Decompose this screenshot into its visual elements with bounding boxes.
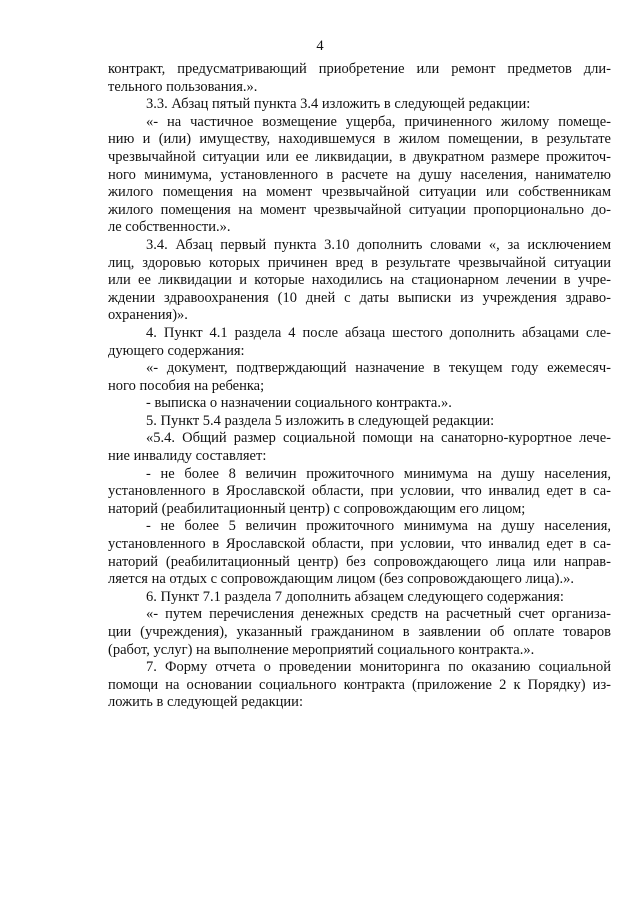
- text-line: 5. Пункт 5.4 раздела 5 изложить в следующей редакции:: [146, 412, 495, 429]
- paragraph-3-3-quote: [108, 114, 611, 237]
- text-line: - выписка о назначении социального контракта.».: [146, 395, 452, 412]
- paragraph-5: [108, 413, 611, 431]
- text-line: контракт, предусматривающий приобретение или ремонт предметов дли-: [108, 61, 611, 77]
- text-line: жилого помещения на момент чрезвычайной ситуации или собственникам: [108, 184, 611, 201]
- text-line: ции (учреждения), указанный гражданином в заявлении об оплате товаров: [108, 624, 611, 640]
- text-line: «- документ, подтверждающий назначение в текущем году ежемесяч-: [146, 360, 611, 377]
- text-line: тельного пользования.».: [108, 78, 258, 95]
- text-line: - не более 8 величин прожиточного минимума на душу населения,: [146, 465, 611, 482]
- paragraph-4-quote-1: [108, 360, 611, 395]
- text-line: лиц, здоровью которых причинен вред в результате чрезвычайной ситуации: [108, 254, 611, 271]
- text-line: 6. Пункт 7.1 раздела 7 дополнить абзацем следующего содержания:: [146, 588, 564, 605]
- paragraph-5-quote: [108, 430, 611, 465]
- text-line: или ее ликвидации и которые находились на стационарном лечении в учре-: [108, 272, 611, 289]
- text-line: наторий (реабилитационный центр) без сопровождающего лица или направ-: [108, 553, 611, 570]
- page-number: 4: [316, 38, 324, 54]
- text-line: дующего содержания:: [108, 342, 245, 359]
- paragraph-4: [108, 325, 611, 360]
- text-line: наторий (реабилитационный центр) с сопровождающим его лицом;: [108, 500, 526, 517]
- text-line: (работ, услуг) на выполнение мероприятий социального контракта.».: [108, 641, 535, 658]
- text-line: 7. Форму отчета о проведении мониторинга по оказанию социальной: [146, 659, 611, 676]
- paragraph-3-3: [108, 96, 611, 114]
- text-line: ного пособия на ребенка;: [108, 377, 265, 394]
- text-line: помощи на основании социального контракта (приложение 2 к Порядку) из-: [108, 676, 611, 693]
- text-line: 3.3. Абзац пятый пункта 3.4 изложить в следующей редакции:: [146, 96, 531, 113]
- text-line: ложить в следующей редакции:: [108, 694, 303, 711]
- text-line: охранения)».: [108, 307, 188, 324]
- paragraph-7: [108, 659, 611, 712]
- text-line: ние инвалиду составляет:: [108, 448, 267, 465]
- text-line: ждении здравоохранения (10 дней с даты выписки из учреждения здраво-: [108, 289, 611, 306]
- document-body: [108, 61, 611, 712]
- paragraph-4-quote-2: [108, 395, 611, 413]
- paragraph-5-item-1: [108, 466, 611, 519]
- paragraph-6-quote: [108, 606, 611, 659]
- text-line: чрезвычайной ситуации или ее ликвидации, в двукратном размере прожиточ-: [108, 148, 611, 165]
- text-line: нию и (или) имуществу, находившемуся в жилом помещении, в результате: [108, 131, 611, 148]
- text-line: «5.4. Общий размер социальной помощи на санаторно-курортное лече-: [146, 430, 611, 447]
- text-line: ляется на отдых с сопровождающим лицом (без сопровождающего лица).».: [108, 571, 574, 588]
- paragraph-6: [108, 589, 611, 607]
- text-line: - не более 5 величин прожиточного минимума на душу населения,: [146, 518, 611, 535]
- text-line: установленного в Ярославской области, при условии, что инвалид едет в са-: [108, 536, 611, 553]
- text-line: 4. Пункт 4.1 раздела 4 после абзаца шестого дополнить абзацами сле-: [146, 324, 611, 341]
- paragraph-3-4: [108, 237, 611, 325]
- text-line: жилого помещения на момент чрезвычайной ситуации пропорционально до-: [108, 201, 611, 218]
- text-line: ле собственности.».: [108, 219, 231, 236]
- text-line: «- путем перечисления денежных средств на расчетный счет организа-: [146, 606, 611, 623]
- text-line: 3.4. Абзац первый пункта 3.10 дополнить словами «, за исключением: [146, 236, 611, 253]
- text-line: ного минимума, установленного в расчете на душу населения, нанимателю: [108, 166, 611, 183]
- paragraph-5-item-2: [108, 518, 611, 588]
- text-line: «- на частичное возмещение ущерба, причиненного жилому помеще-: [146, 113, 611, 130]
- text-line: установленного в Ярославской области, при условии, что инвалид едет в са-: [108, 483, 611, 500]
- paragraph-continuation: [108, 61, 611, 96]
